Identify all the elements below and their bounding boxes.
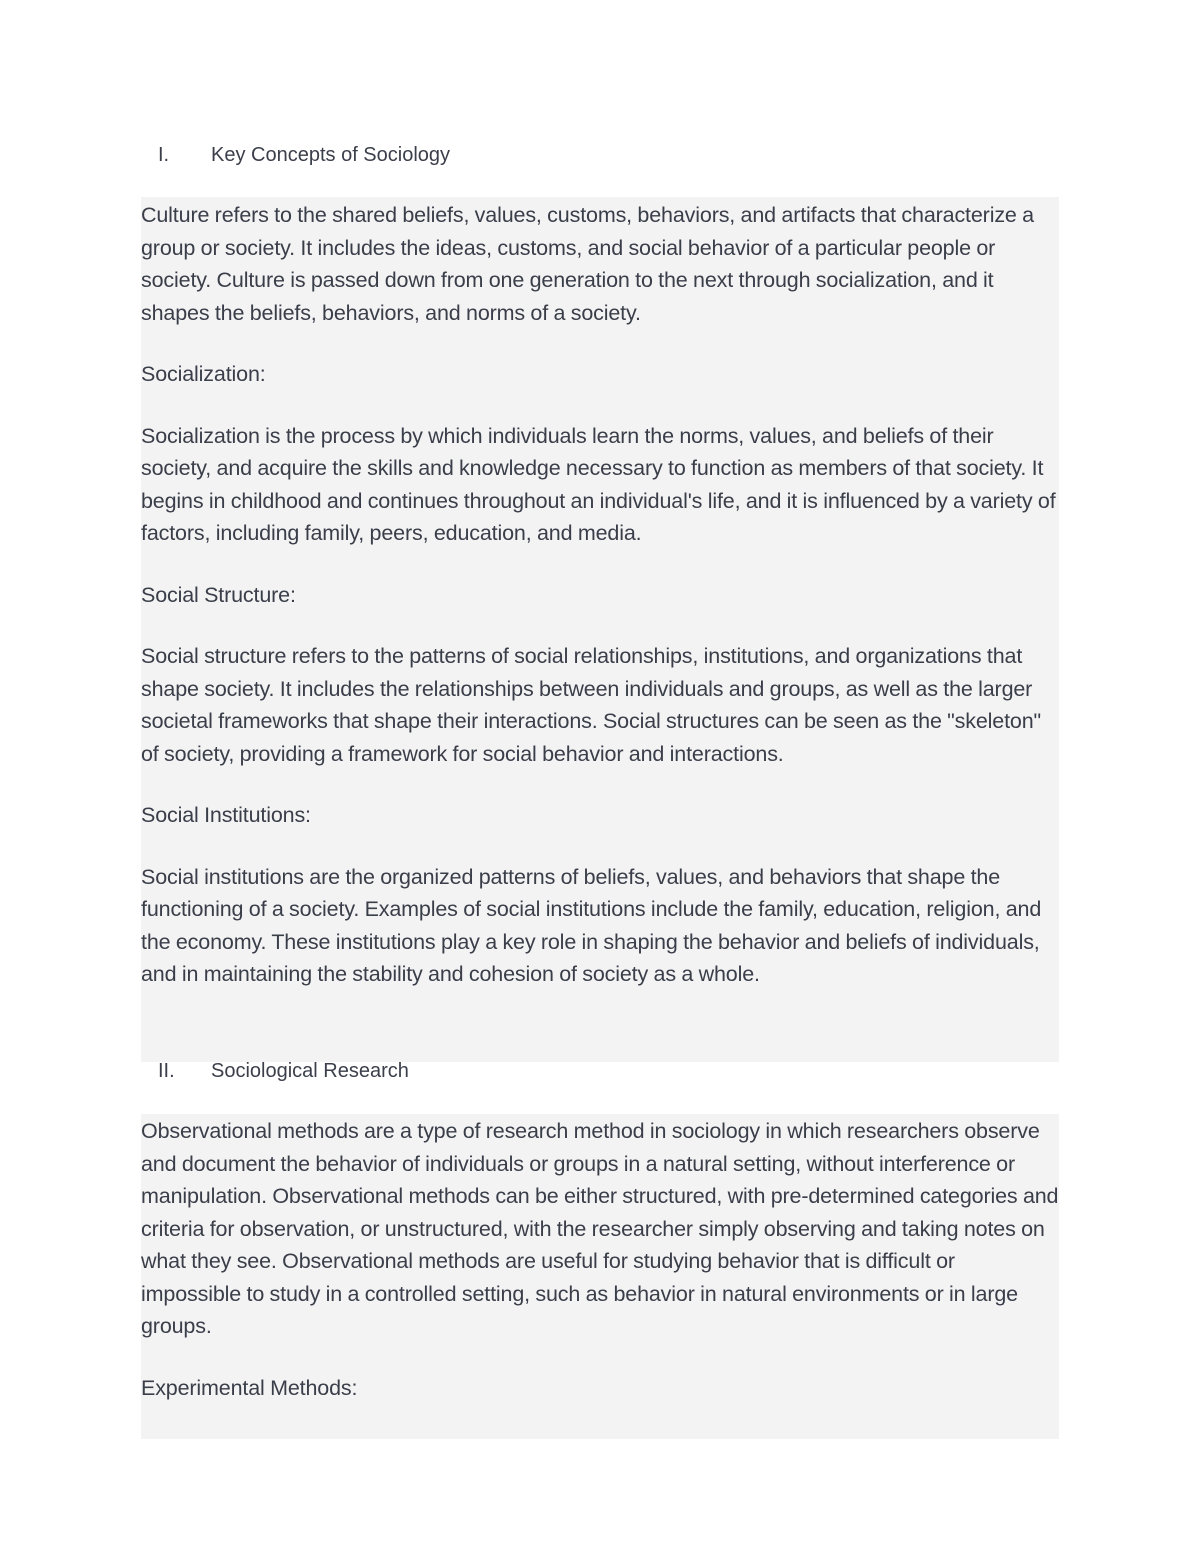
social-structure-heading: Social Structure: bbox=[141, 582, 296, 607]
social-institutions-heading: Social Institutions: bbox=[141, 803, 311, 827]
section-number-1: I. bbox=[158, 144, 170, 166]
observational-methods-paragraph: Observational methods are a type of research method in sociology in which researchers observe and document the behavior of individuals or groups in a natural setting, without interference or manipulation. Observational methods can be either structured, with pre-determined categories and criteria for observation, or unstructured, with the researcher simply observing and taking notes on what they see. Observational methods are useful for studying behavior that is difficult or impossible to study in a controlled setting, such as behavior in natural environments or in large groups. bbox=[141, 1119, 1059, 1338]
section-title-2: Sociological Research bbox=[211, 1060, 409, 1082]
section-body-2 bbox=[141, 1114, 1059, 1439]
social-structure-paragraph: Social structure refers to the patterns of social relationships, institutions, and organizations that shape society. It includes the relationships between individuals and groups, as well as the larger societal frameworks that shape their interactions. Social structures can be seen as the "skeleton" of society, providing a framework for social behavior and interactions. bbox=[141, 644, 1042, 766]
section-body-1 bbox=[141, 197, 1059, 1062]
socialization-heading: Socialization: bbox=[141, 362, 266, 386]
section-number-2: II. bbox=[158, 1060, 175, 1082]
socialization-paragraph: Socialization is the process by which individuals learn the norms, values, and beliefs of their society, and acquire the skills and knowledge necessary to function as members of that society. It begins in childhood and continues throughout an individual's life, and it is influenced by a variety of factors, including family, peers, education, and media. bbox=[141, 423, 1056, 545]
culture-paragraph: Culture refers to the shared beliefs, values, customs, behaviors, and artifacts that characterize a group or society. It includes the ideas, customs, and social behavior of a particular people or society. Culture is passed down from one generation to the next through socialization, and it shapes the beliefs, behaviors, and norms of a society. bbox=[141, 203, 1034, 325]
social-institutions-paragraph: Social institutions are the organized patterns of beliefs, values, and behaviors that shape the functioning of a society. Examples of social institutions include the family, education, religion, and the economy. These institutions play a key role in shaping the behavior and beliefs of individuals, and in maintaining the stability and cohesion of society as a whole. bbox=[141, 864, 1042, 986]
section-title-1: Key Concepts of Sociology bbox=[211, 144, 451, 166]
experimental-methods-heading: Experimental Methods: bbox=[141, 1375, 358, 1400]
